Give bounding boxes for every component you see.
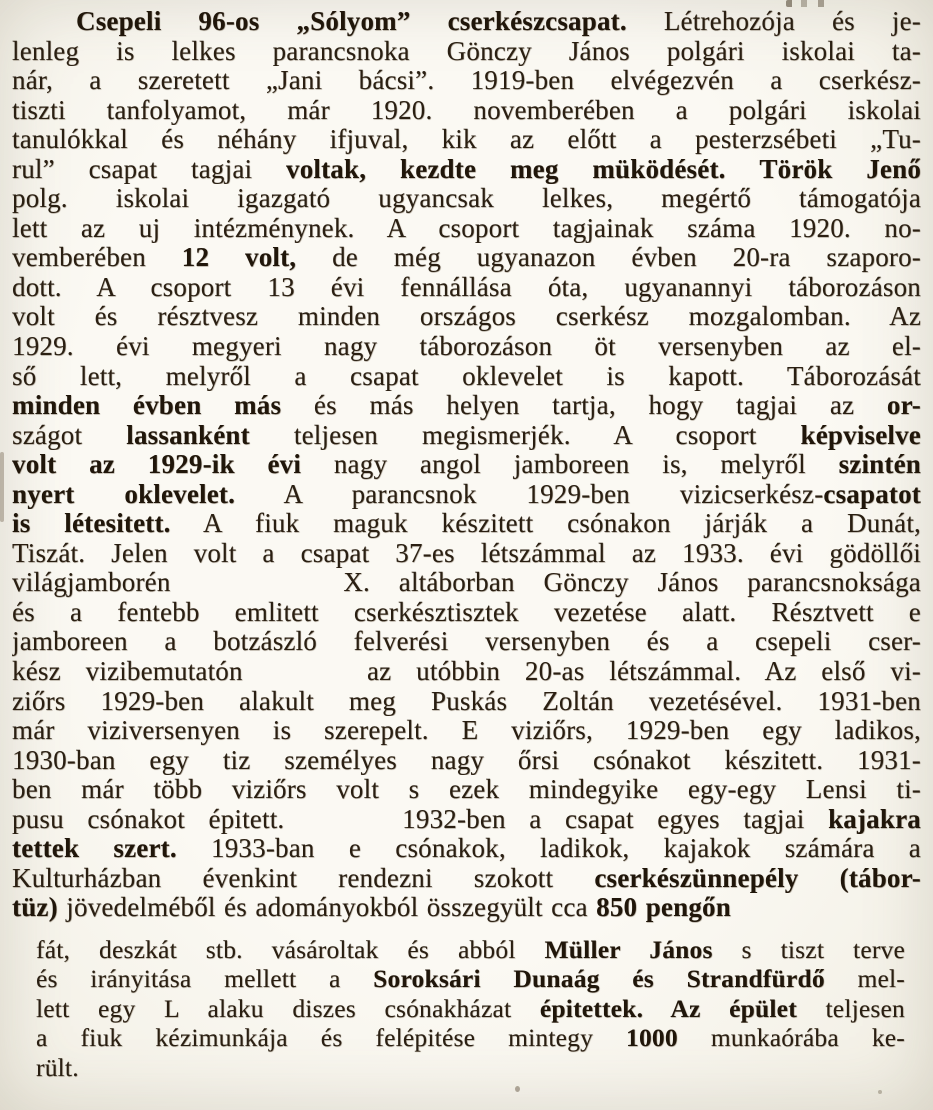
text-segment: A parancsnok 1929-ben vizicserkész- bbox=[235, 479, 824, 509]
emphasized-text: or- bbox=[886, 391, 921, 421]
text-segment: lenleg is lelkes parancsnoka Gönczy János polgári iskolai ta- bbox=[12, 36, 921, 66]
text-line bbox=[12, 66, 921, 96]
emphasized-text: volt az 1929-ik évi bbox=[12, 450, 302, 480]
text-segment: lett az uj intézménynek. A csoport tagjainak száma 1920. no- bbox=[12, 213, 921, 243]
emphasized-text: képviselve bbox=[800, 420, 921, 450]
text-segment: pusu csónakot épitett. 1932-ben a csapat egyes tagjai bbox=[12, 804, 829, 834]
emphasized-text: tüz) bbox=[12, 893, 58, 923]
text-line bbox=[12, 332, 921, 362]
text-segment: és más helyen tartja, hogy tagjai az bbox=[281, 391, 887, 421]
text-segment: és irányitása mellett a bbox=[36, 964, 374, 994]
text-segment: 1930-ban egy tiz személyes nagy őrsi csónakot készitett. 1931- bbox=[12, 745, 921, 775]
emphasized-text: 12 volt, bbox=[181, 243, 297, 273]
text-segment: jövedelméből és adományokból összegyült cca bbox=[57, 893, 597, 923]
text-segment: de még ugyanazon évben 20-ra szaporo- bbox=[296, 243, 921, 273]
emphasized-text: csapatot bbox=[823, 479, 921, 509]
text-segment: szágot bbox=[12, 420, 127, 450]
text-segment: dott. A csoport 13 évi fennállása óta, ugyanannyi táborozáson bbox=[12, 272, 921, 302]
emphasized-text: szintén bbox=[838, 450, 921, 480]
text-segment: Kulturházban évenkint rendezni szokott bbox=[12, 863, 595, 893]
emphasized-text: lassanként bbox=[126, 420, 250, 450]
text-segment: tiszti tanfolyamot, már 1920. novemberében a polgári iskolai bbox=[12, 95, 921, 125]
text-line bbox=[12, 421, 921, 451]
emphasized-text: cserkészünnepély (tábor- bbox=[594, 863, 921, 893]
text-segment: A fiuk maguk készitett csónakon járják a Dunát, bbox=[170, 509, 921, 539]
text-segment bbox=[726, 155, 760, 184]
emphasized-text: Soroksári Dunaág és Strandfürdő bbox=[373, 964, 825, 994]
emphasized-text: tettek szert. bbox=[12, 834, 177, 864]
text-segment: nár, a szeretett „Jani bácsi”. 1919-ben elvégezvén a cserkész- bbox=[12, 66, 921, 96]
text-line bbox=[12, 155, 921, 185]
text-line bbox=[12, 657, 921, 687]
text-segment: 1929. évi megyeri nagy táborozáson öt versenyben az el- bbox=[12, 332, 921, 362]
text-line bbox=[36, 964, 905, 993]
text-segment: fát, deszkát stb. vásároltak és abból bbox=[36, 934, 545, 964]
text-line bbox=[36, 1053, 905, 1082]
article-text bbox=[10, 7, 923, 1082]
text-segment: tanulókkal és néhány ifjuval, kik az előtt a pesterzsébeti „Tu- bbox=[12, 125, 921, 155]
paragraph bbox=[12, 7, 921, 923]
text-line bbox=[12, 391, 921, 421]
text-line bbox=[12, 184, 921, 214]
text-segment: s tiszt terve bbox=[712, 934, 905, 964]
text-segment: rült. bbox=[36, 1052, 79, 1082]
text-segment: vemberében bbox=[12, 243, 182, 273]
emphasized-text: is létesitett. bbox=[12, 509, 171, 539]
text-segment: rul” csapat tagjai bbox=[12, 154, 287, 184]
text-segment: jamboreen a botzászló felverési versenyben és a csepeli cser- bbox=[12, 627, 921, 657]
text-line bbox=[12, 362, 921, 392]
text-segment: volt és résztvesz minden országos cserkész mozgalomban. Az bbox=[12, 302, 921, 332]
text-segment: mel- bbox=[824, 964, 905, 994]
text-line bbox=[12, 893, 921, 923]
text-segment: ziőrs 1929-ben alakult meg Puskás Zoltán vezetésével. 1931-ben bbox=[12, 686, 921, 716]
text-segment: lett egy L alaku diszes csónakházat bbox=[36, 993, 540, 1023]
text-segment: polg. iskolai igazgató ugyancsak lelkes, megértő támogatója bbox=[12, 184, 921, 214]
text-line bbox=[36, 994, 905, 1023]
text-line bbox=[12, 450, 921, 480]
scan-smudge bbox=[0, 452, 4, 522]
text-segment: ső lett, melyről a csapat oklevelet is kapott. Táborozását bbox=[12, 361, 921, 391]
text-segment: teljesen bbox=[796, 993, 905, 1023]
text-line bbox=[12, 243, 921, 273]
text-segment: kész vizibemutatón az utóbbin 20-as létszámmal. Az első vi- bbox=[12, 657, 921, 687]
text-line bbox=[12, 775, 921, 805]
emphasized-text: minden évben más bbox=[12, 391, 282, 421]
text-line bbox=[12, 716, 921, 746]
text-line bbox=[36, 1023, 905, 1052]
emphasized-text: Csepeli 96-os „Sólyom” cserkészcsapat. bbox=[76, 7, 627, 36]
text-line bbox=[12, 302, 921, 332]
text-segment: ben már több viziőrs volt s ezek mindegyike egy-egy Lensi ti- bbox=[12, 775, 921, 805]
emphasized-text: 1000 bbox=[626, 1023, 678, 1053]
text-segment: világjamborén X. altáborban Gönczy János parancsnoksága bbox=[12, 568, 921, 598]
emphasized-text: kajakra bbox=[828, 804, 921, 834]
emphasized-text: voltak, kezdte meg müködését. bbox=[286, 154, 726, 184]
text-segment: Tiszát. Jelen volt a csapat 37-es létszámmal az 1933. évi gödöllői bbox=[12, 538, 921, 568]
text-line bbox=[12, 864, 921, 894]
emphasized-text: Török Jenő bbox=[759, 154, 921, 184]
text-line bbox=[12, 627, 921, 657]
text-segment: a fiuk kézimunkája és felépitése mintegy bbox=[36, 1023, 627, 1053]
scan-smudge bbox=[786, 0, 844, 7]
text-segment: teljesen megismerjék. A csoport bbox=[249, 420, 801, 450]
text-segment: munkaórába ke- bbox=[677, 1023, 905, 1053]
scan-speck bbox=[878, 1090, 882, 1094]
text-line bbox=[12, 480, 921, 510]
text-line bbox=[12, 805, 921, 835]
text-segment: nagy angol jamboreen is, melyről bbox=[301, 450, 839, 480]
text-line bbox=[12, 96, 921, 126]
emphasized-text: épitettek. Az épület bbox=[539, 993, 797, 1023]
emphasized-text: 850 pengőn bbox=[596, 893, 731, 923]
text-line bbox=[12, 568, 921, 598]
paragraph bbox=[12, 935, 921, 1082]
text-line bbox=[12, 746, 921, 776]
scan-speck bbox=[515, 1086, 520, 1092]
text-segment: Létrehozója és je- bbox=[626, 7, 921, 36]
text-line bbox=[12, 598, 921, 628]
text-line bbox=[12, 687, 921, 717]
text-segment: 1933-ban e csónakok, ladikok, kajakok számára a bbox=[176, 834, 921, 864]
text-line bbox=[12, 37, 921, 67]
text-line bbox=[12, 214, 921, 244]
text-line bbox=[12, 273, 921, 303]
emphasized-text: nyert oklevelet. bbox=[12, 479, 236, 509]
text-line bbox=[12, 125, 921, 155]
text-line bbox=[12, 509, 921, 539]
text-line bbox=[12, 7, 921, 37]
emphasized-text: Müller János bbox=[544, 934, 713, 964]
text-segment: és a fentebb emlitett cserkésztisztek vezetése alatt. Résztvett e bbox=[12, 597, 921, 627]
text-line bbox=[12, 539, 921, 569]
text-segment: már viziversenyen is szerepelt. E viziőrs, 1929-ben egy ladikos, bbox=[12, 716, 921, 746]
text-line bbox=[12, 834, 921, 864]
text-line bbox=[36, 935, 905, 964]
